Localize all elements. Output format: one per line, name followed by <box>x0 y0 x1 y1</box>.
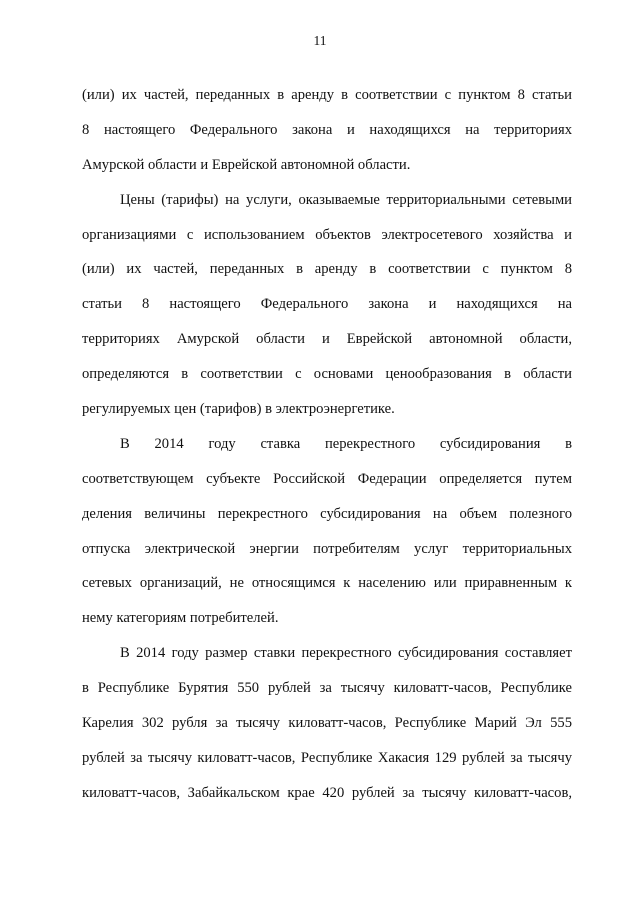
text-line: рублей за тысячу киловатт-часов, Республике Хакасия 129 рублей за тысячу <box>82 749 572 766</box>
text-line: деления величины перекрестного субсидирования на объем полезного <box>82 505 572 522</box>
text-line: В 2014 году размер ставки перекрестного субсидирования составляет <box>120 645 572 662</box>
text-line: территориях Амурской области и Еврейской автономной области, <box>82 331 572 348</box>
paragraph-2 <box>82 183 572 427</box>
text-line: Цены (тарифы) на услуги, оказываемые территориальными сетевыми <box>120 191 572 208</box>
page-number: 11 <box>313 33 327 48</box>
paragraph-3 <box>82 427 572 636</box>
text-line: в Республике Бурятия 550 рублей за тысячу киловатт-часов, Республике <box>82 680 572 697</box>
text-line: (или) их частей, переданных в аренду в соответствии с пунктом 8 <box>82 261 572 278</box>
text-line: соответствующем субъекте Российской Федерации определяется путем <box>82 470 572 487</box>
text-line: В 2014 году ставка перекрестного субсидирования в <box>120 435 572 452</box>
text-line: (или) их частей, переданных в аренду в соответствии с пунктом 8 статьи <box>82 87 572 103</box>
text-line: сетевых организаций, не относящимся к населению или приравненным к <box>82 575 572 592</box>
text-line: нему категориям потребителей. <box>82 610 279 627</box>
paragraph-1 <box>82 78 572 183</box>
document-body <box>82 78 572 811</box>
text-line: регулируемых цен (тарифов) в электроэнергетике. <box>82 401 395 418</box>
text-line: статьи 8 настоящего Федерального закона и находящихся на <box>82 296 572 313</box>
text-line: организациями с использованием объектов электросетевого хозяйства и <box>82 226 572 243</box>
paragraph-4 <box>82 636 572 810</box>
text-line: отпуска электрической энергии потребителям услуг территориальных <box>82 540 572 557</box>
text-line: Карелия 302 рубля за тысячу киловатт-часов, Республике Марий Эл 555 <box>82 715 572 732</box>
text-line: 8 настоящего Федерального закона и находящихся на территориях <box>82 121 572 138</box>
text-line: определяются в соответствии с основами ценообразования в области <box>82 366 572 383</box>
text-line: киловатт-часов, Забайкальском крае 420 рублей за тысячу киловатт-часов, <box>82 784 572 801</box>
text-line: Амурской области и Еврейской автономной области. <box>82 156 411 173</box>
